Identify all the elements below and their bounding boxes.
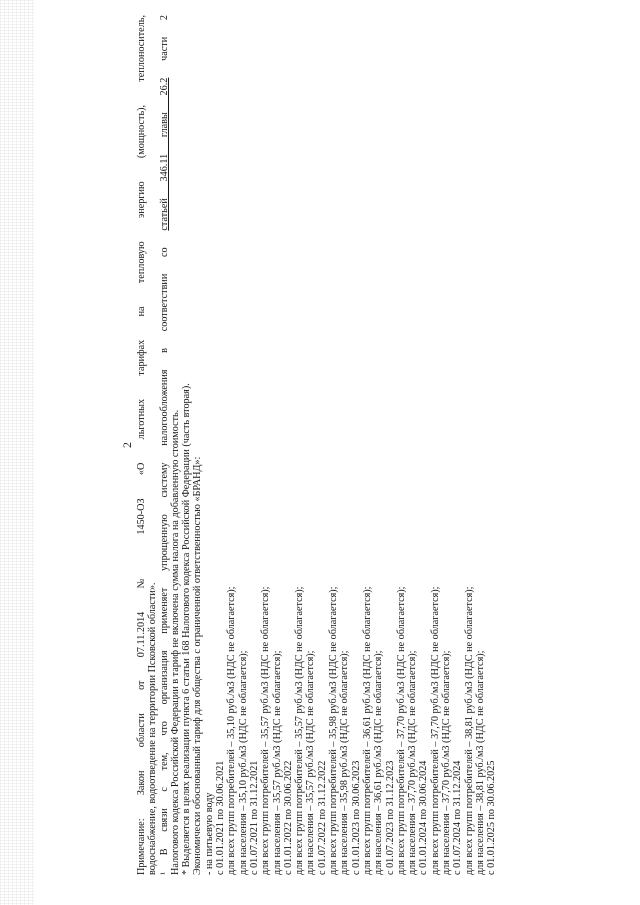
note-line: Примечание: Закон области от 07.11.2014 № 1450-ОЗ «О льготных тарифах на тепловую энергию (мощность), теплоноситель, <box>136 15 147 875</box>
note-line: Налогового кодекса Российской Федерации в тариф не включена сумма налога на добавленную стоимость. <box>169 409 181 875</box>
tariff-period: с 01.07.2024 по 31.12.2024 <box>452 760 464 875</box>
rotated-document-page <box>120 15 640 875</box>
tariff-period: с 01.07.2021 по 31.12.2021 <box>248 760 260 875</box>
note-line: Экономически обоснованный тариф для общества с ограниченной ответственностью «БРАНД»: <box>192 456 204 875</box>
tariff-period: с 01.01.2021 по 30.06.2021 <box>215 760 227 875</box>
document-body <box>136 15 498 875</box>
tariff-period: с 01.07.2023 по 31.12.2023 <box>384 760 396 875</box>
tariff-all-groups: для всех групп потребителей – 38,81 руб./м3 (НДС не облагается); <box>463 586 475 875</box>
tariff-period: с 01.01.2024 по 30.06.2024 <box>418 760 430 875</box>
tariff-all-groups: для всех групп потребителей – 35,57 руб./м3 (НДС не облагается); <box>260 586 272 875</box>
tariff-all-groups: для всех групп потребителей – 36,61 руб./м3 (НДС не облагается); <box>361 586 373 875</box>
tariff-population: для населения – 35,57 руб./м3 (НДС не облагается); <box>271 650 283 875</box>
tariff-subject: - на питьевую воду <box>203 792 215 875</box>
tariff-period: с 01.01.2025 по 30.06.2025 <box>486 760 498 875</box>
note-text: ¹ В связи с тем, что организация применяет упрощенную систему налогообложения в соответствии со <box>158 247 170 875</box>
note-text: части 2 <box>158 15 170 61</box>
tariff-population: для населения – 35,10 руб./м3 (НДС не облагается); <box>237 650 249 875</box>
tariff-period: с 01.01.2022 по 30.06.2022 <box>282 760 294 875</box>
tariff-all-groups: для всех групп потребителей – 35,57 руб./м3 (НДС не облагается); <box>294 586 306 875</box>
tariff-population: для населения – 36,61 руб./м3 (НДС не облагается); <box>373 650 385 875</box>
tariff-population: для населения – 37,70 руб./м3 (НДС не облагается); <box>441 650 453 875</box>
tariff-population: для населения – 35,57 руб./м3 (НДС не облагается); <box>305 650 317 875</box>
tariff-population: для населения – 35,98 руб./м3 (НДС не облагается); <box>339 650 351 875</box>
tax-code-reference: статьей 346.11 главы 26.2 <box>158 77 170 231</box>
tariff-period: с 01.01.2023 по 30.06.2023 <box>350 760 362 875</box>
page-number: 2 <box>120 442 134 448</box>
tariff-period: с 01.07.2022 по 31.12.2022 <box>316 760 328 875</box>
tariff-all-groups: для всех групп потребителей – 35,98 руб./м3 (НДС не облагается); <box>328 586 340 875</box>
note-line: водоснабжение, водоотведение на территории Псковской области». <box>147 582 159 875</box>
tariff-population: для населения – 38,81 руб./м3 (НДС не облагается); <box>474 650 486 875</box>
tariff-all-groups: для всех групп потребителей – 37,70 руб./м3 (НДС не облагается); <box>429 586 441 875</box>
tariff-all-groups: для всех групп потребителей – 35,10 руб./м3 (НДС не облагается); <box>226 586 238 875</box>
scan-edge-noise <box>0 0 34 905</box>
tariff-population: для населения – 37,70 руб./м3 (НДС не облагается); <box>407 650 419 875</box>
tariff-all-groups: для всех групп потребителей – 37,70 руб./м3 (НДС не облагается); <box>395 586 407 875</box>
note-line: * Выделяется в целях реализации пункта 6 статьи 168 Налогового кодекса Российской Федерации (часть вторая). <box>181 383 193 875</box>
note-line-with-reference <box>159 15 170 875</box>
